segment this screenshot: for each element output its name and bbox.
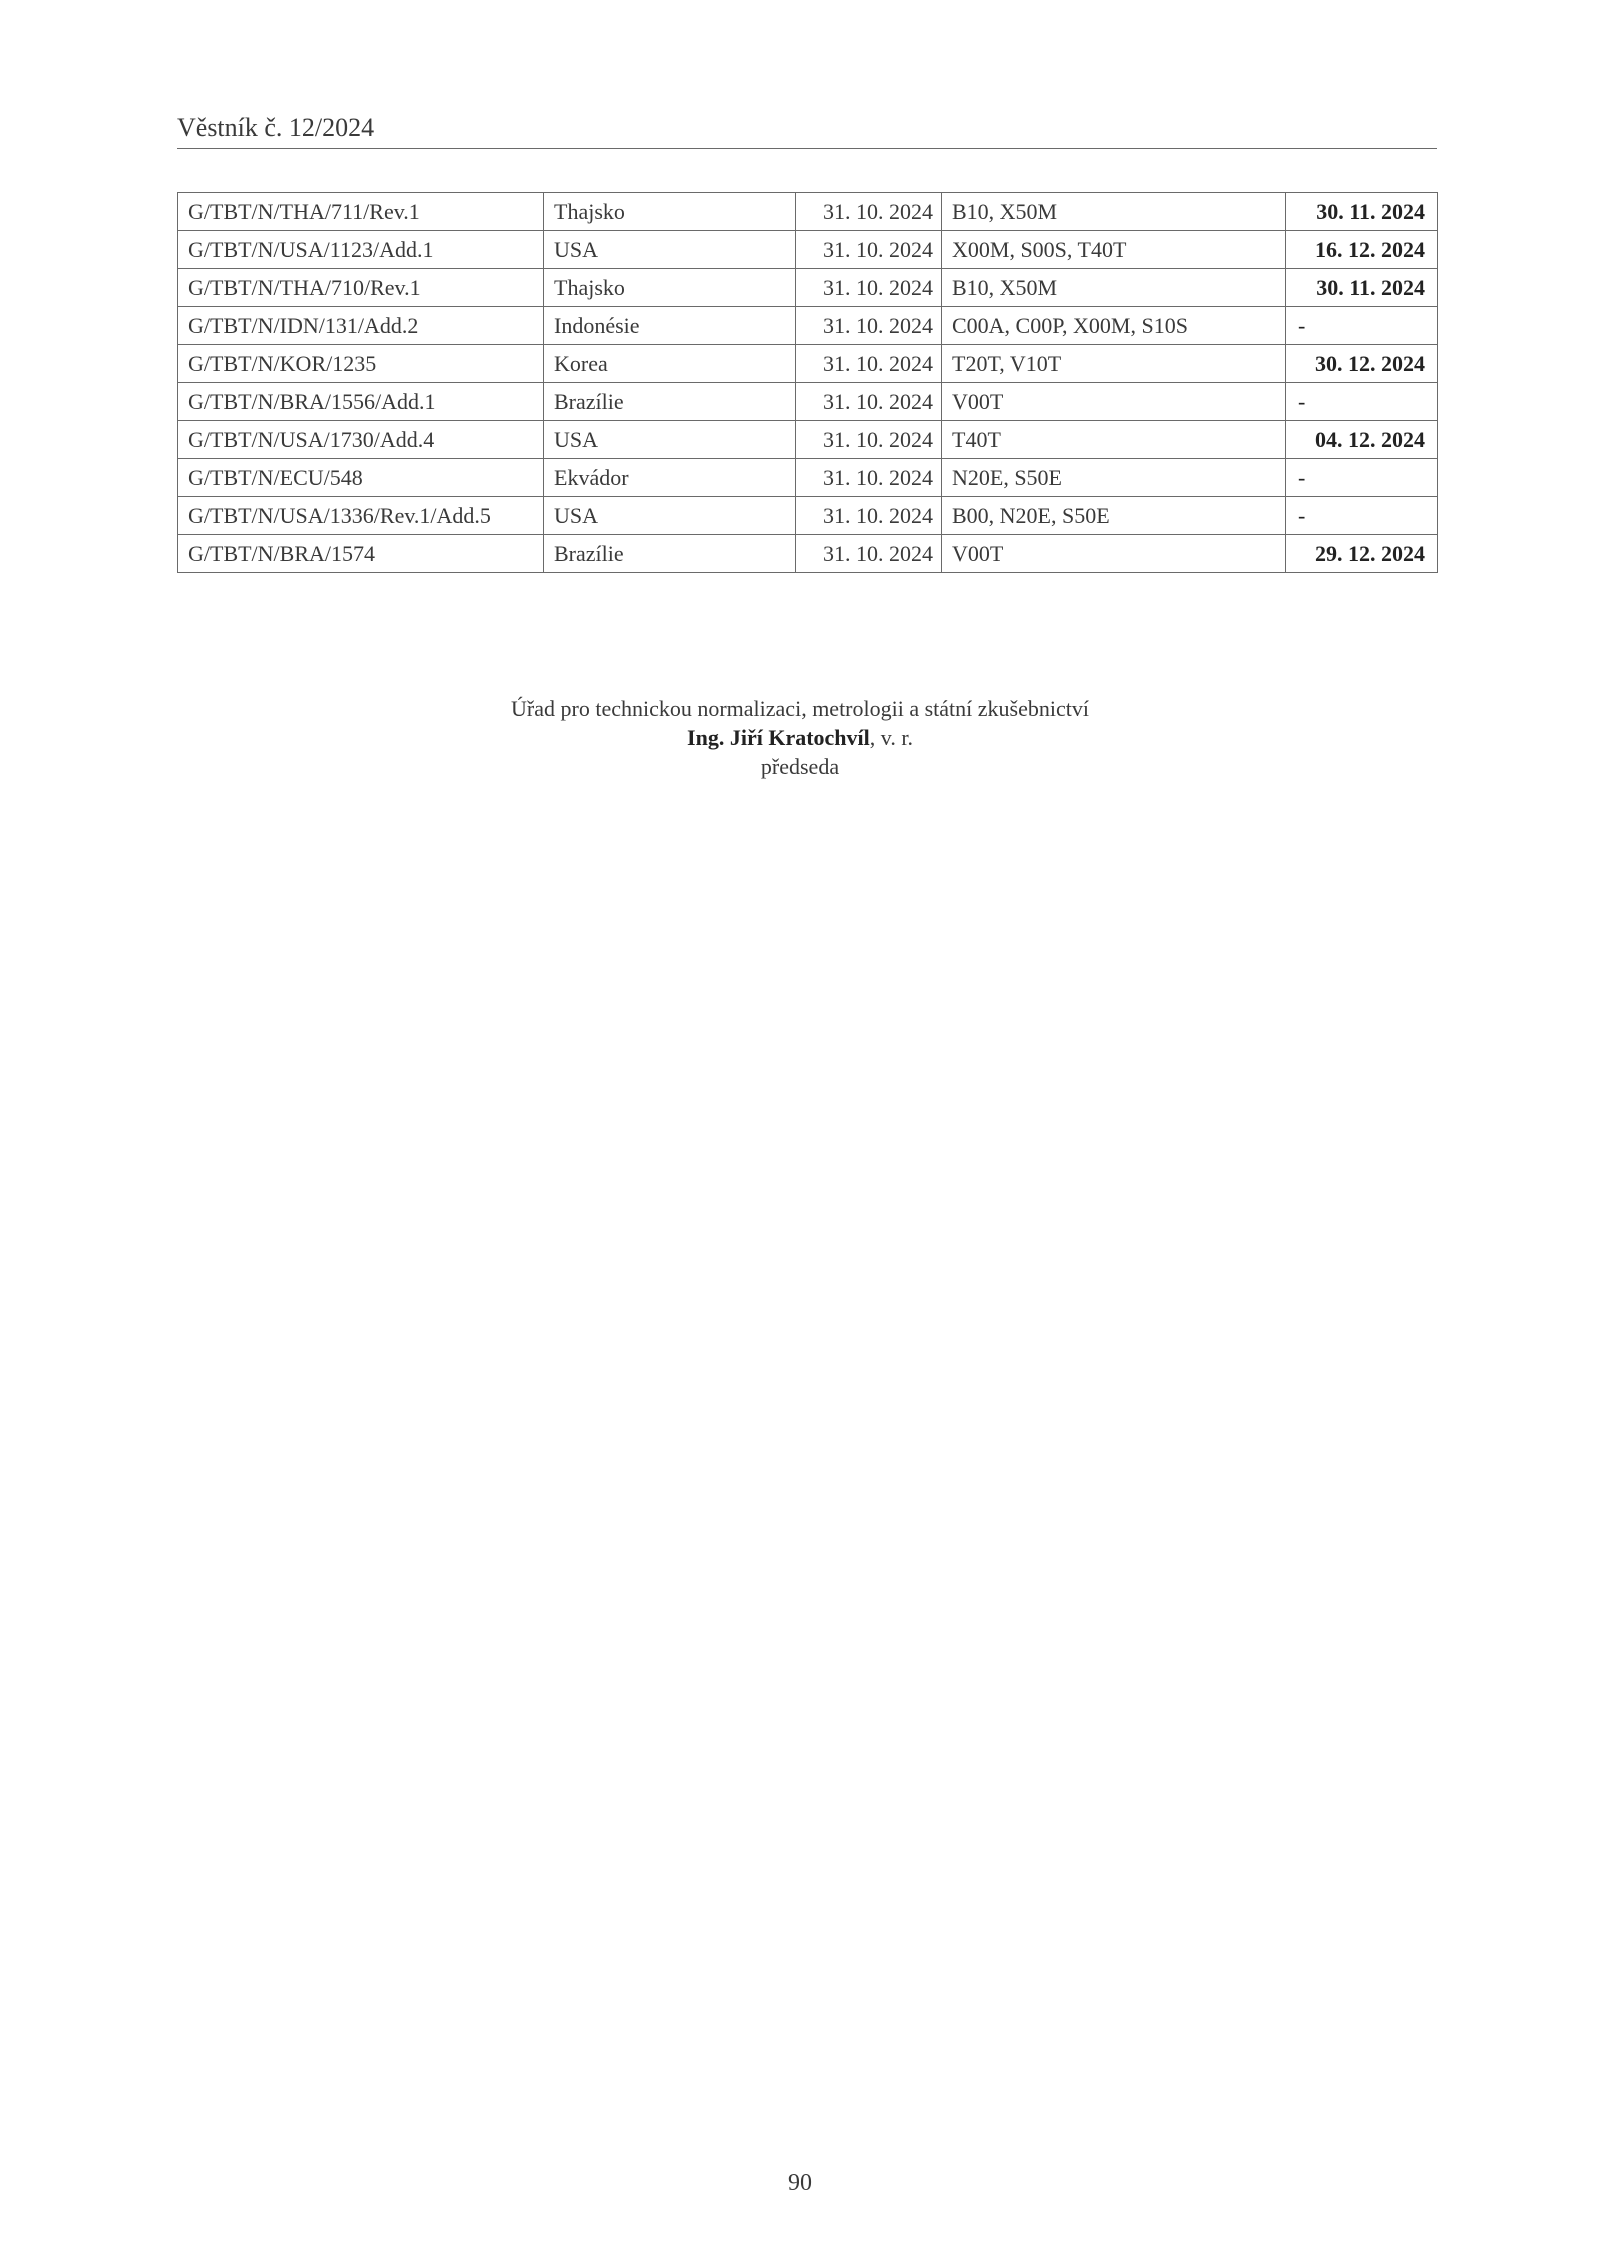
cell-date: 31. 10. 2024 bbox=[796, 269, 942, 307]
cell-date: 31. 10. 2024 bbox=[796, 383, 942, 421]
cell-codes: C00A, C00P, X00M, S10S bbox=[942, 307, 1286, 345]
signature-suffix: , v. r. bbox=[869, 725, 913, 750]
cell-date: 31. 10. 2024 bbox=[796, 231, 942, 269]
cell-country: USA bbox=[544, 231, 796, 269]
cell-deadline: - bbox=[1286, 307, 1438, 345]
table-row bbox=[178, 383, 1438, 421]
signature-position: předseda bbox=[760, 754, 840, 779]
notifications-table-body bbox=[178, 193, 1438, 573]
cell-symbol: G/TBT/N/THA/710/Rev.1 bbox=[178, 269, 544, 307]
table-row bbox=[178, 459, 1438, 497]
cell-country: Ekvádor bbox=[544, 459, 796, 497]
table-row bbox=[178, 269, 1438, 307]
page-number: 90 bbox=[788, 2170, 812, 2196]
cell-country: Indonésie bbox=[544, 307, 796, 345]
signature-office: Úřad pro technickou normalizaci, metrologii a státní zkušebnictví bbox=[511, 696, 1089, 721]
table-row bbox=[178, 345, 1438, 383]
cell-codes: T20T, V10T bbox=[942, 345, 1286, 383]
signature-name: Ing. Jiří Kratochvíl bbox=[687, 725, 870, 750]
cell-codes: N20E, S50E bbox=[942, 459, 1286, 497]
table-row bbox=[178, 535, 1438, 573]
table-row bbox=[178, 307, 1438, 345]
cell-codes: B00, N20E, S50E bbox=[942, 497, 1286, 535]
signature-person bbox=[0, 723, 1600, 752]
cell-date: 31. 10. 2024 bbox=[796, 345, 942, 383]
cell-date: 31. 10. 2024 bbox=[796, 193, 942, 231]
cell-deadline: - bbox=[1286, 459, 1438, 497]
bulletin-title: Věstník č. 12/2024 bbox=[177, 113, 375, 142]
cell-deadline: - bbox=[1286, 383, 1438, 421]
table-row bbox=[178, 497, 1438, 535]
cell-symbol: G/TBT/N/KOR/1235 bbox=[178, 345, 544, 383]
cell-codes: X00M, S00S, T40T bbox=[942, 231, 1286, 269]
cell-country: Thajsko bbox=[544, 269, 796, 307]
cell-codes: T40T bbox=[942, 421, 1286, 459]
cell-date: 31. 10. 2024 bbox=[796, 535, 942, 573]
cell-country: Brazílie bbox=[544, 383, 796, 421]
cell-date: 31. 10. 2024 bbox=[796, 497, 942, 535]
cell-deadline: 30. 11. 2024 bbox=[1286, 269, 1438, 307]
cell-deadline: - bbox=[1286, 497, 1438, 535]
notifications-table bbox=[177, 192, 1438, 573]
cell-deadline: 16. 12. 2024 bbox=[1286, 231, 1438, 269]
cell-symbol: G/TBT/N/ECU/548 bbox=[178, 459, 544, 497]
cell-symbol: G/TBT/N/USA/1123/Add.1 bbox=[178, 231, 544, 269]
page-header bbox=[177, 112, 1437, 149]
cell-symbol: G/TBT/N/BRA/1574 bbox=[178, 535, 544, 573]
table-row bbox=[178, 231, 1438, 269]
cell-symbol: G/TBT/N/USA/1730/Add.4 bbox=[178, 421, 544, 459]
cell-codes: B10, X50M bbox=[942, 193, 1286, 231]
cell-country: USA bbox=[544, 421, 796, 459]
cell-deadline: 04. 12. 2024 bbox=[1286, 421, 1438, 459]
cell-country: Brazílie bbox=[544, 535, 796, 573]
table-row bbox=[178, 421, 1438, 459]
cell-date: 31. 10. 2024 bbox=[796, 307, 942, 345]
cell-date: 31. 10. 2024 bbox=[796, 421, 942, 459]
cell-country: Korea bbox=[544, 345, 796, 383]
cell-symbol: G/TBT/N/USA/1336/Rev.1/Add.5 bbox=[178, 497, 544, 535]
cell-codes: V00T bbox=[942, 383, 1286, 421]
cell-codes: B10, X50M bbox=[942, 269, 1286, 307]
signature-block bbox=[0, 694, 1600, 781]
cell-deadline: 29. 12. 2024 bbox=[1286, 535, 1438, 573]
cell-deadline: 30. 12. 2024 bbox=[1286, 345, 1438, 383]
cell-date: 31. 10. 2024 bbox=[796, 459, 942, 497]
cell-symbol: G/TBT/N/IDN/131/Add.2 bbox=[178, 307, 544, 345]
cell-country: Thajsko bbox=[544, 193, 796, 231]
table-row bbox=[178, 193, 1438, 231]
cell-codes: V00T bbox=[942, 535, 1286, 573]
cell-country: USA bbox=[544, 497, 796, 535]
cell-symbol: G/TBT/N/THA/711/Rev.1 bbox=[178, 193, 544, 231]
cell-symbol: G/TBT/N/BRA/1556/Add.1 bbox=[178, 383, 544, 421]
cell-deadline: 30. 11. 2024 bbox=[1286, 193, 1438, 231]
